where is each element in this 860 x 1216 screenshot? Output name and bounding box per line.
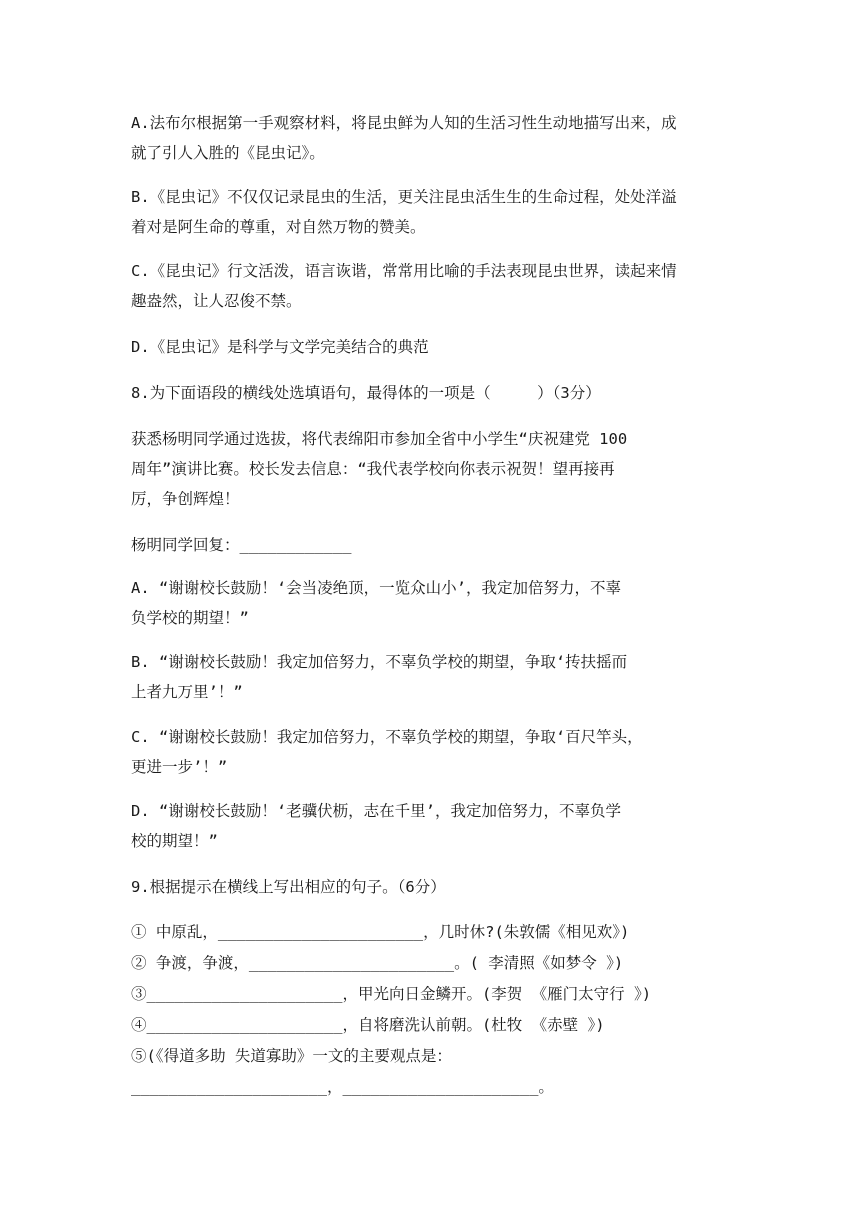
q8-option-c-line2: 更进一步’！” bbox=[131, 758, 228, 776]
q8-option-b-line1: B. “谢谢校长鼓励！我定加倍努力，不辜负学校的期望，争取‘抟扶摇而 bbox=[131, 653, 628, 671]
q7-option-a-line1: A.法布尔根据第一手观察材料，将昆虫鲜为人知的生活习性生动地描写出来，成 bbox=[131, 114, 677, 132]
q9-item-5-blanks: _____________________，_____________________。 bbox=[131, 1078, 554, 1096]
q8-reply: 杨明同学回复：____________ bbox=[131, 536, 352, 554]
q8-option-b-line2: 上者九万里’！” bbox=[131, 683, 243, 701]
q9-item-2: ② 争渡，争渡，______________________。( 李清照《如梦令 》) bbox=[131, 954, 624, 972]
q7-option-b-line1: B.《昆虫记》不仅仅记录昆虫的生活，更关注昆虫活生生的生命过程，处处洋溢 bbox=[131, 188, 677, 206]
q7-option-b-line2: 着对是阿生命的尊重，对自然万物的赞美。 bbox=[131, 218, 426, 236]
q9-item-1: ① 中原乱，______________________，几时休?(朱敦儒《相见欢》) bbox=[131, 923, 630, 941]
q8-stem: 8.为下面语段的横线处选填语句，最得体的一项是（ ）（3分） bbox=[131, 384, 601, 402]
q7-option-d: D.《昆虫记》是科学与文学完美结合的典范 bbox=[131, 338, 429, 356]
q7-option-c-line2: 趣盎然，让人忍俊不禁。 bbox=[131, 292, 302, 310]
q8-option-d-line1: D. “谢谢校长鼓励！‘老骥伏枥，志在千里’，我定加倍努力，不辜负学 bbox=[131, 802, 621, 820]
q8-option-a-line1: A. “谢谢校长鼓励！‘会当凌绝顶，一览众山小’，我定加倍努力，不辜 bbox=[131, 579, 621, 597]
q9-item-3: ③_____________________，甲光向日金鳞开。(李贺 《雁门太守行 》) bbox=[131, 985, 652, 1003]
q7-option-c-line1: C.《昆虫记》行文活泼，语言诙谐，常常用比喻的手法表现昆虫世界，读起来情 bbox=[131, 262, 677, 280]
q8-passage-line1: 获悉杨明同学通过选拔，将代表绵阳市参加全省中小学生“庆祝建党 100 bbox=[131, 430, 628, 448]
q7-option-a-line2: 就了引人入胜的《昆虫记》。 bbox=[131, 144, 325, 162]
q9-stem: 9.根据提示在横线上写出相应的句子。（6分） bbox=[131, 878, 446, 896]
q9-item-4: ④_____________________，自将磨洗认前朝。(杜牧 《赤壁 》) bbox=[131, 1016, 605, 1034]
q9-item-5: ⑤(《得道多助 失道寡助》一文的主要观点是： bbox=[131, 1047, 452, 1065]
q8-passage-line3: 厉，争创辉煌！ bbox=[131, 490, 240, 508]
q8-option-c-line1: C. “谢谢校长鼓励！我定加倍努力，不辜负学校的期望，争取‘百尺竿头， bbox=[131, 728, 643, 746]
q8-option-d-line2: 校的期望！” bbox=[131, 832, 218, 850]
q8-option-a-line2: 负学校的期望！” bbox=[131, 609, 249, 627]
q8-passage-line2: 周年”演讲比赛。校长发去信息：“我代表学校向你表示祝贺！望再接再 bbox=[131, 460, 615, 478]
